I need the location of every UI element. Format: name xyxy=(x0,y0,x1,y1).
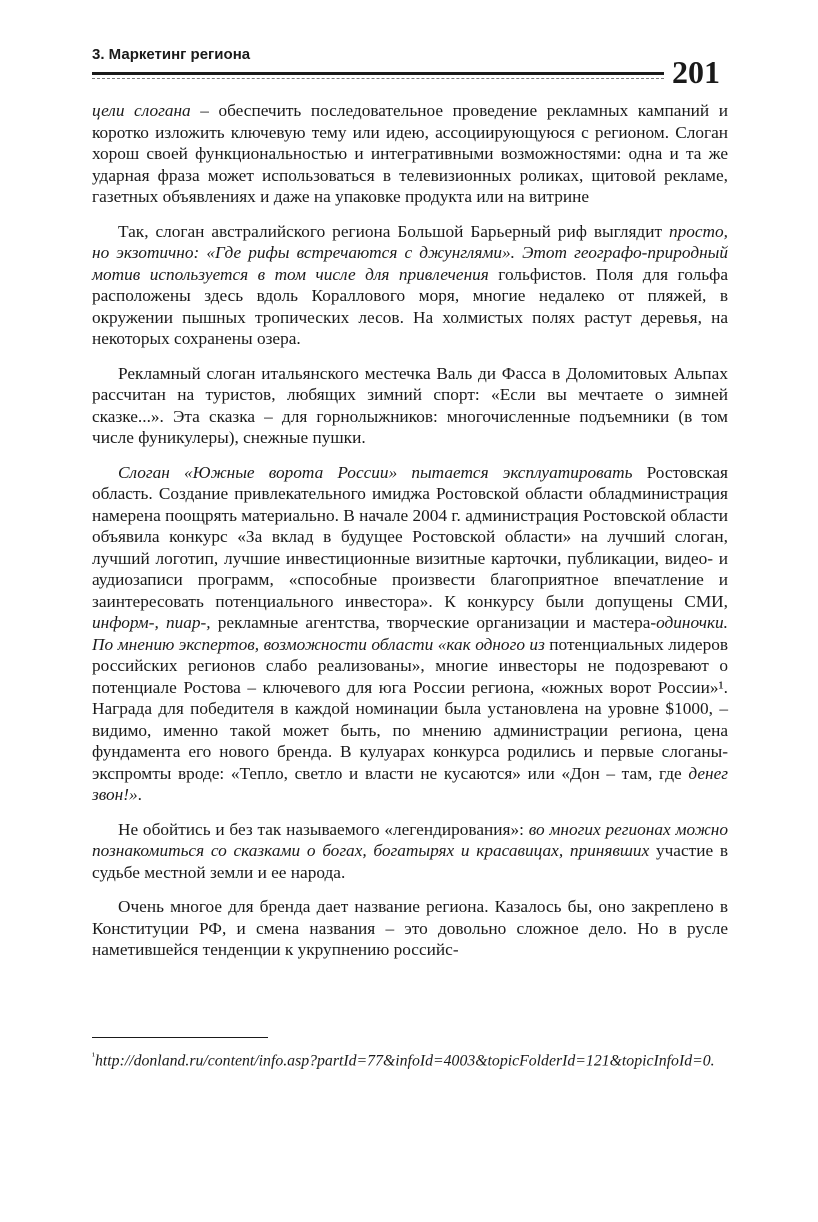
page-number: 201 xyxy=(672,54,720,90)
italic-run: просто, но экзотично: «Где рифы встречаются с джунглями». Этот географо-природный мотив используется в том числе для привлечения xyxy=(92,221,728,284)
italic-run: одиночки. По мнению экспертов, возможности области «как одного из xyxy=(92,613,728,654)
italic-run: во многих регионах можно познакомиться со сказками о богах, богатырях и красавицах, принявших xyxy=(92,819,728,860)
text-run: потенциальных лидеров российских регионов слабо реализованы», многие инвесторы не подозревают о потенциале Ростова – ключевого для юга России региона, «южных ворот России»¹. Награда для победителя в каждой номинации была установлена на уровне $1000, – видимо, именно такой может быть, по мнению администрации региона, цена фундамента его нового бренда. В кулуарах конкурса родились и первые слоганы-экспромты вроде: «Тепло, светло и власти не кусаются» или «Дон – там, где xyxy=(92,634,729,783)
paragraph xyxy=(92,100,728,208)
text-run: участие в судьбе местной земли и ее народа. xyxy=(92,841,728,882)
text-run: Не обойтись и без так называемого «легендирования»: xyxy=(118,819,529,839)
italic-run: денег звон!» xyxy=(92,763,728,804)
text-run: . xyxy=(137,785,142,804)
paragraph xyxy=(92,363,728,449)
italic-run: Слоган «Южные ворота России» пытается эксплуатировать xyxy=(118,462,633,482)
body-text xyxy=(92,100,728,974)
italic-run: цели слогана xyxy=(92,101,191,120)
paragraph xyxy=(92,819,728,884)
header-rule xyxy=(92,72,664,75)
footnote-marker: ¹ xyxy=(92,1051,95,1062)
text-run: Ростовская область. Создание привлекательного имиджа Ростовской области обладминистрация намерена поощрять материально. В начале 2004 г. администрация Ростовской области объявила конкурс «За вклад в будущее Ростовской области» на лучший слоган, лучший логотип, лучшие инвестиционные визитные карточки, публикации, видео- и аудиозаписи программ, «способные произвести благоприятное впечатление и заинтересовать потенциального инвестора». К конкурсу были допущены СМИ, xyxy=(92,462,728,611)
text-run: рекламные агентства, творческие организации и мастера- xyxy=(210,613,657,632)
text-run: Так, слоган австралийского региона Большой Барьерный риф выглядит xyxy=(118,221,669,241)
paragraph xyxy=(92,462,728,806)
running-head: 3. Маркетинг региона xyxy=(92,46,251,63)
paragraph xyxy=(92,896,728,961)
italic-run: информ-, пиар-, xyxy=(92,613,211,632)
header-rule-dashed xyxy=(92,78,664,79)
text-run: Очень многое для бренда дает название региона. Казалось бы, оно закреплено в Конституции РФ, и смена названия – это довольно сложное дело. Но в русле наметившейся тенденции к укрупнению российс- xyxy=(92,897,728,959)
text-run: – обеспечить последовательное проведение рекламных кампаний и коротко изложить ключевую тему или идею, ассоциирующуюся с регионом. Слоган хорош своей функциональностью и интегративными возможностями: одна и та же ударная фраза может использоваться в телевизионных роликах, щитовой рекламе, газетных объявлениях и даже на упаковке продукта или на витрине xyxy=(92,101,728,206)
footnote xyxy=(92,1047,728,1071)
footnote-rule xyxy=(92,1037,268,1038)
paragraph xyxy=(92,221,728,350)
text-run: гольфистов. Поля для гольфа расположены здесь вдоль Кораллового моря, многие недалеко от пляжей, в окружении пышных тропических лесов. На холмистых полях растут деревья, на некоторых сохранены озера. xyxy=(92,264,728,348)
footnote-text: http://donland.ru/content/info.asp?partId=77&infoId=4003&topicFolderId=121&topicInfoId=0. xyxy=(95,1052,715,1070)
text-run: Рекламный слоган итальянского местечка Валь ди Фасса в Доломитовых Альпах рассчитан на туристов, любящих зимний спорт: «Если вы мечтаете о зимней сказке...». Эта сказка – для горнолыжников: многочисленные подъемники (в том числе фуникулеры), снежные пушки. xyxy=(92,363,728,447)
